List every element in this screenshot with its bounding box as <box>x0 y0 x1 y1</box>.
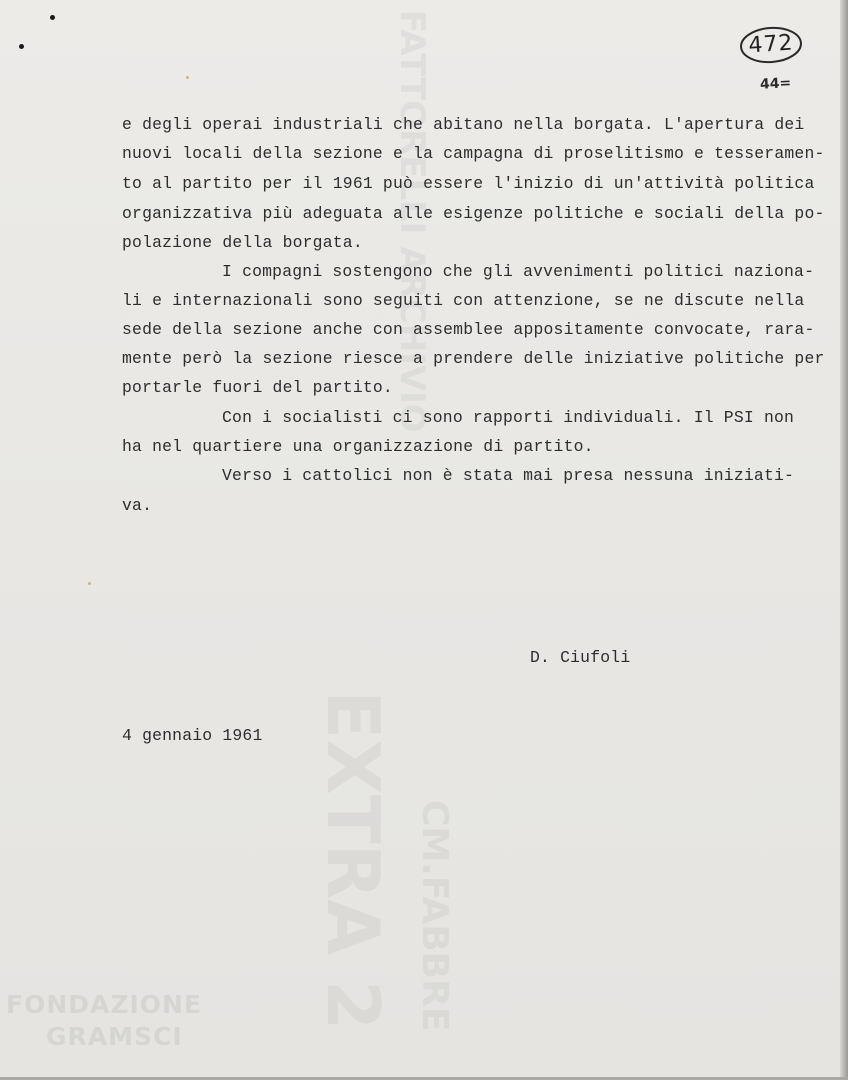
page-number: 472 <box>747 30 795 59</box>
body-line: Con i socialisti ci sono rapporti individuali. Il PSI non <box>222 408 795 427</box>
paper-speck <box>186 76 189 79</box>
logo-line-1: FONDAZIONE <box>6 990 203 1019</box>
punch-dot <box>19 44 24 49</box>
paper-edge-right <box>840 0 848 1080</box>
paper-speck <box>88 582 91 585</box>
watermark-left: CM.FABBRE <box>414 800 455 1032</box>
signature: D. Ciufoli <box>530 648 631 667</box>
watermark-right: FATTORELLI ARCHIVIO <box>392 10 432 433</box>
body-line: mente però la sezione riesce a prendere delle iniziative politiche per <box>122 349 825 368</box>
punch-dot <box>50 15 55 20</box>
body-line: I compagni sostengono che gli avvenimenti politici naziona- <box>222 262 815 281</box>
fondazione-gramsci-logo <box>6 988 216 1072</box>
watermark-center: EXTRA 2 <box>311 690 395 1031</box>
page-number-stamp <box>738 24 804 66</box>
body-line: polazione della borgata. <box>122 233 363 252</box>
body-line: portarle fuori del partito. <box>122 378 393 397</box>
sub-number: 44= <box>759 75 792 93</box>
body-line: Verso i cattolici non è stata mai presa nessuna iniziati- <box>222 466 795 485</box>
body-line: organizzativa più adeguata alle esigenze politiche e sociali della po- <box>122 204 825 223</box>
body-line: to al partito per il 1961 può essere l'inizio di un'attività politica <box>122 174 815 193</box>
logo-line-2: GRAMSCI <box>46 1022 183 1051</box>
document-date: 4 gennaio 1961 <box>122 726 263 745</box>
body-line: sede della sezione anche con assemblee appositamente convocate, rara- <box>122 320 815 339</box>
body-line: va. <box>122 496 153 515</box>
body-line: li e internazionali sono seguiti con attenzione, se ne discute nella <box>122 291 805 310</box>
body-line: nuovi locali della sezione e la campagna di proselitismo e tesseramen- <box>122 144 825 163</box>
body-line: ha nel quartiere una organizzazione di partito. <box>122 437 594 456</box>
body-line: e degli operai industriali che abitano nella borgata. L'apertura dei <box>122 115 805 134</box>
